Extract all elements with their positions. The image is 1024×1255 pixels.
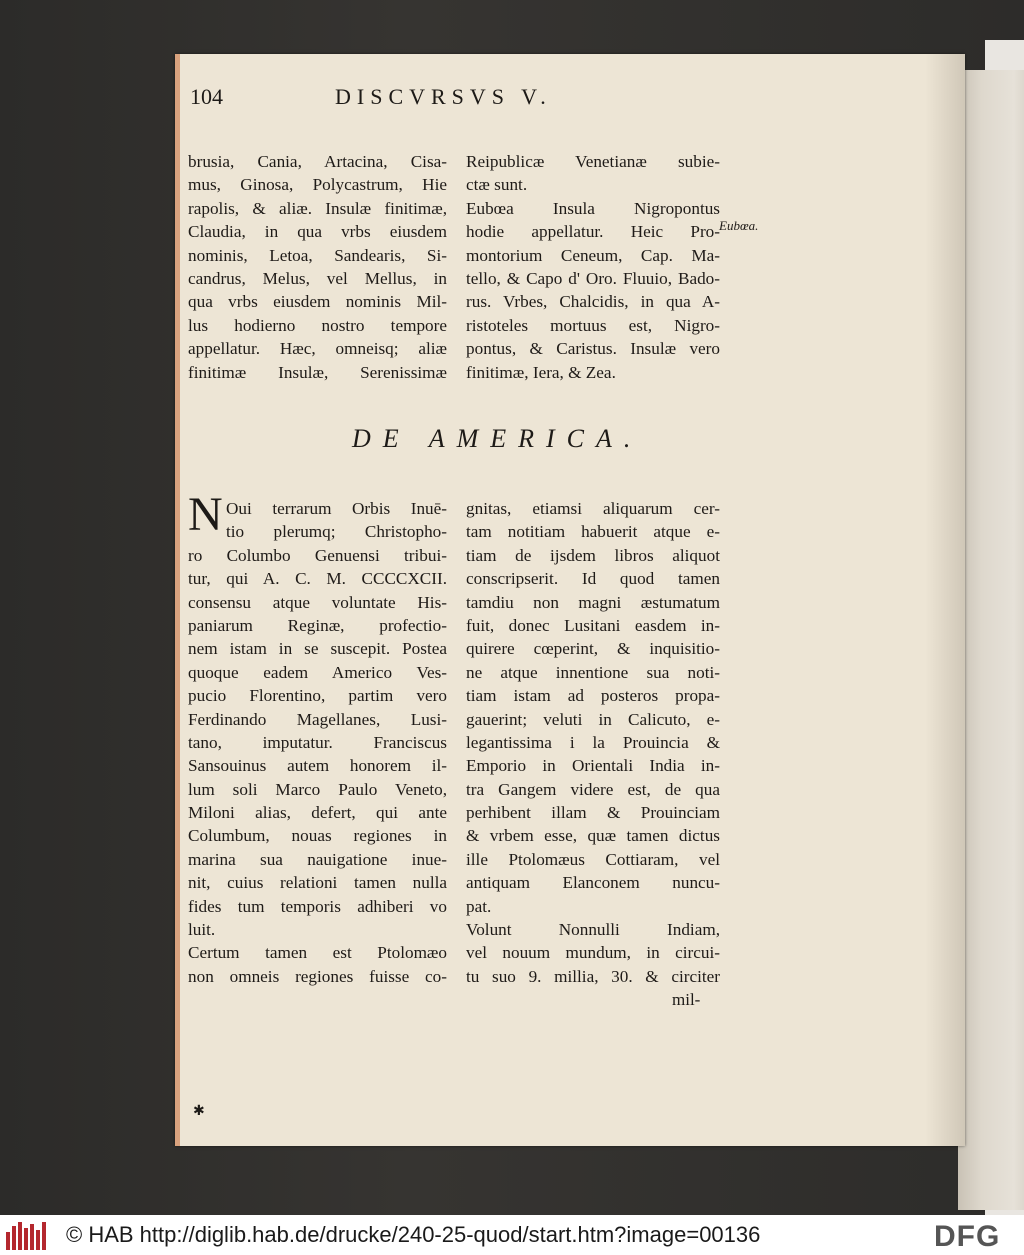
bottom-right-column <box>466 497 720 988</box>
text-line: vel nouum mundum, in circui- <box>466 943 720 963</box>
text-line: rapolis, & aliæ. Insulæ finitimæ, <box>188 198 447 218</box>
text-line: tamdiu non magni æstumatum <box>466 592 720 612</box>
text-line: consensu atque voluntate His- <box>188 592 447 612</box>
text-line: fuit, donec Lusitani easdem in- <box>466 615 720 635</box>
text-line: mus, Ginosa, Polycastrum, Hie <box>188 175 447 195</box>
text-line: luit. <box>188 920 216 940</box>
text-line: legantissima i la Prouincia & <box>466 732 720 752</box>
text-line: ctæ sunt. <box>466 175 528 195</box>
catchword: mil- <box>672 990 701 1009</box>
text-line: tano, imputatur. Franciscus <box>188 732 447 752</box>
text-line: lum soli Marco Paulo Veneto, <box>188 779 447 799</box>
text-line: Emporio in Orientali India in- <box>466 756 720 776</box>
text-line: montorium Ceneum, Cap. Ma- <box>466 245 720 265</box>
text-line: & vrbem esse, quæ tamen dictus <box>466 826 720 846</box>
ornament-icon: ✱ <box>193 1103 205 1119</box>
text-line: Volunt Nonnulli Indiam, <box>466 920 720 940</box>
text-line: Sansouinus autem honorem il- <box>188 756 447 776</box>
text-line: tiam istam ad posteros propa- <box>466 686 720 706</box>
text-line: conscripserit. Id quod tamen <box>466 569 720 589</box>
text-line: appellatur. Hæc, omneisq; aliæ <box>188 339 447 359</box>
text-line: gnitas, etiamsi aliquarum cer- <box>466 499 720 518</box>
text-line: qua vrbs eiusdem nominis Mil- <box>188 292 447 312</box>
text-line: Ferdinando Magellanes, Lusi- <box>188 709 447 729</box>
text-line: ristoteles mortuus est, Nigro- <box>466 315 720 335</box>
hab-logo-icon <box>6 1222 46 1250</box>
text-line: nit, cuius relationi tamen nulla <box>188 873 447 893</box>
text-line: Oui terrarum Orbis Inuē- <box>226 499 447 518</box>
text-line: Certum tamen est Ptolomæo <box>188 943 447 963</box>
facing-page <box>958 70 1024 1210</box>
copyright-link[interactable]: © HAB http://diglib.hab.de/drucke/240-25-quod/start.htm?image=00136 <box>66 1222 761 1247</box>
text-line: Reipublicæ Venetianæ subie- <box>466 152 720 171</box>
text-line: finitimæ Insulæ, Serenissimæ <box>188 362 447 382</box>
dfg-logo: DFG <box>934 1220 1001 1253</box>
text-line: candrus, Melus, vel Mellus, in <box>188 268 447 288</box>
text-line: tu suo 9. millia, 30. & circiter <box>466 966 720 986</box>
text-line: gauerint; veluti in Calicuto, e- <box>466 709 720 729</box>
text-line: rus. Vrbes, Chalcidis, in qua A- <box>466 292 720 312</box>
text-line: Eubœa Insula Nigropontus <box>466 198 720 218</box>
text-line: finitimæ, Iera, & Zea. <box>466 362 616 382</box>
text-line: pucio Florentino, partim vero <box>188 686 447 706</box>
top-right-column <box>466 150 720 384</box>
text-line: tio plerumq; Christopho- <box>226 522 447 542</box>
text-line: brusia, Cania, Artacina, Cisa- <box>188 152 447 171</box>
text-line: ille Ptolomæus Cottiaram, vel <box>466 849 720 869</box>
running-head: DISCVRSVS V. <box>335 84 552 109</box>
text-line: quirere cœperint, & inquisitio- <box>466 639 720 659</box>
page-header <box>190 84 790 118</box>
footer-bar <box>0 1215 1024 1255</box>
text-line: antiquam Elanconem nuncu- <box>466 873 720 893</box>
text-line: non omneis regiones fuisse co- <box>188 966 447 986</box>
drop-capital: N <box>188 488 223 541</box>
text-line: tello, & Capo d' Oro. Fluuio, Bado- <box>466 268 720 288</box>
text-line: tiam de ijsdem libros aliquot <box>466 545 720 565</box>
text-line: marina sua nauigatione inue- <box>188 849 447 869</box>
marginal-note: Eubœa. <box>719 218 759 233</box>
text-line: lus hodierno nostro tempore <box>188 315 447 335</box>
text-line: Miloni alias, defert, qui ante <box>188 803 447 823</box>
text-line: tur, qui A. C. M. CCCCXCII. <box>188 569 447 589</box>
text-line: tam notitiam habuerit atque e- <box>466 522 720 542</box>
text-line: Columbum, nouas regiones in <box>188 826 447 846</box>
text-line: nominis, Letoa, Sandearis, Si- <box>188 245 447 265</box>
text-line: ro Columbo Genuensi tribui- <box>188 545 447 565</box>
text-line: tra Gangem videre est, de qua <box>466 779 720 799</box>
text-line: Claudia, in qua vrbs eiusdem <box>188 222 447 242</box>
text-line: pat. <box>466 896 492 916</box>
text-line: ne atque innentione sua noti- <box>466 662 720 682</box>
top-left-column <box>188 150 447 384</box>
text-line: pontus, & Caristus. Insulæ vero <box>466 339 720 359</box>
text-line: perhibent illam & Prouinciam <box>466 803 720 823</box>
text-line: nem istam in se suscepit. Postea <box>188 639 447 659</box>
section-title: DE AMERICA. <box>352 424 643 453</box>
page-number: 104 <box>190 84 223 109</box>
text-line: fides tum temporis adhiberi vo <box>188 896 447 916</box>
text-line: hodie appellatur. Heic Pro- <box>466 222 720 242</box>
bottom-left-column <box>188 497 447 988</box>
text-line: quoque eadem Americo Ves- <box>188 662 447 682</box>
text-line: paniarum Reginæ, profectio- <box>188 615 447 635</box>
